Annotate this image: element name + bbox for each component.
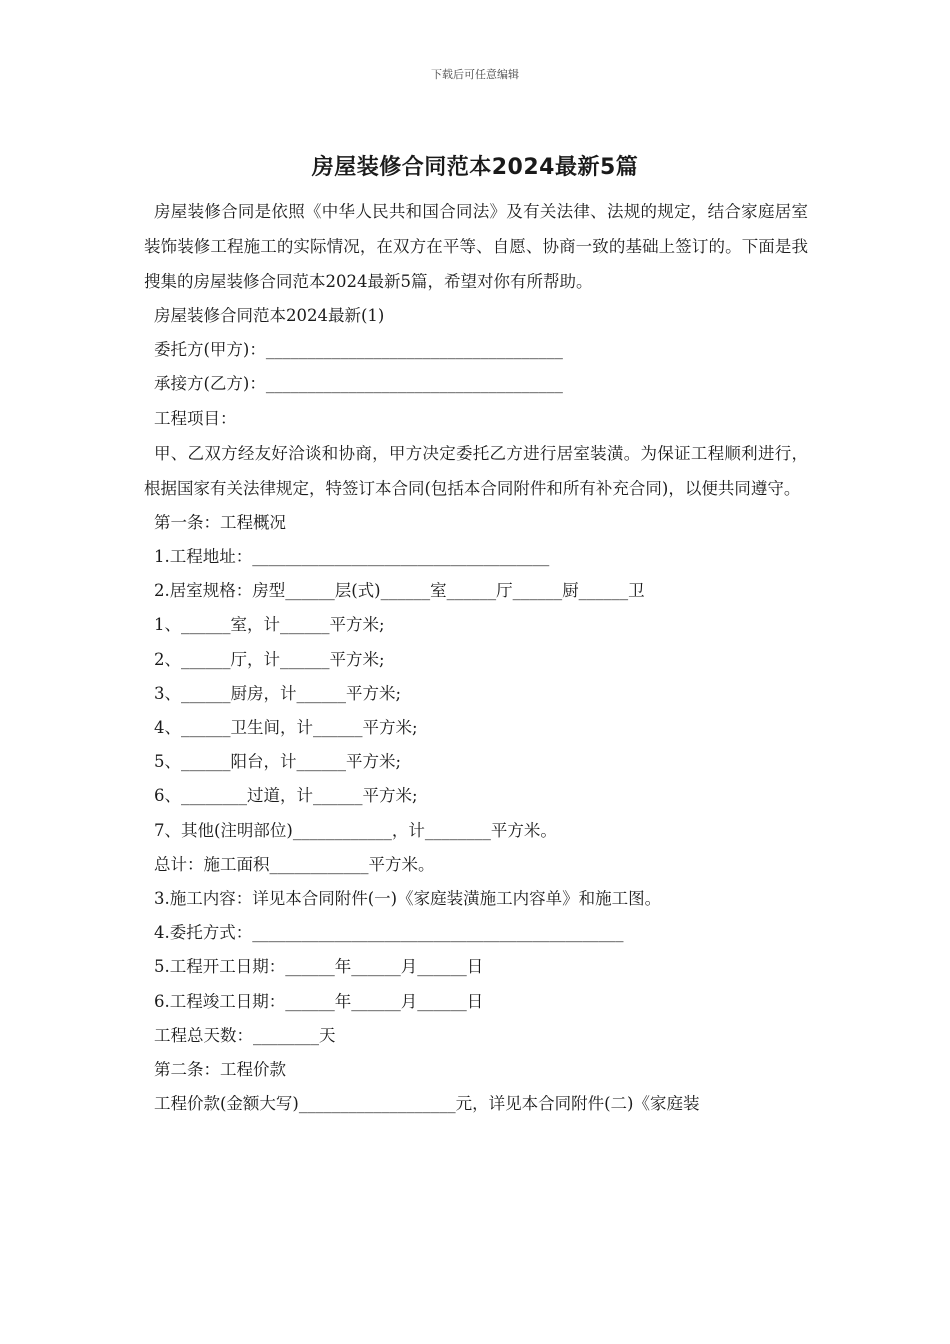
start-date-field: 5.工程开工日期：______年______月______日 <box>154 957 484 977</box>
room-item: 3、______厨房，计______平方米; <box>154 683 402 703</box>
room-item: 6、________过道，计______平方米; <box>154 786 418 806</box>
article-1-heading: 第一条：工程概况 <box>154 512 286 532</box>
party-a-field: 委托方(甲方)：____________________________________ <box>154 340 563 360</box>
room-item: 7、其他(注明部位)____________，计________平方米。 <box>154 820 557 840</box>
project-field: 工程项目： <box>154 408 237 428</box>
room-item: 2、______厅，计______平方米; <box>154 649 385 669</box>
total-area-field: 总计：施工面积____________平方米。 <box>154 854 435 874</box>
intro-paragraph: 房屋装修合同是依照《中华人民共和国合同法》及有关法律、法规的规定，结合家庭居室装饰装修工程施工的实际情况，在双方在平等、自愿、协商一致的基础上签订的。下面是我搜集的房屋装修合同范本2024最新5篇，希望对你有所帮助。 <box>144 202 808 291</box>
room-item: 4、______卫生间，计______平方米; <box>154 718 418 738</box>
end-date-field: 6.工程竣工日期：______年______月______日 <box>154 991 484 1011</box>
price-field: 工程价款(金额大写)___________________元，详见本合同附件(二)《家庭装 <box>154 1094 700 1114</box>
commission-method-field: 4.委托方式：_____________________________________________ <box>154 923 624 943</box>
room-spec-field: 2.居室规格：房型______层(式)______室______厅______厨______卫 <box>154 581 645 601</box>
article-2-heading: 第二条：工程价款 <box>154 1060 286 1080</box>
address-field: 1.工程地址：____________________________________ <box>154 547 550 567</box>
room-item: 1、______室，计______平方米; <box>154 615 385 635</box>
room-item: 5、______阳台，计______平方米; <box>154 752 402 772</box>
party-b-field: 承接方(乙方)：____________________________________ <box>154 374 563 394</box>
header-note: 下载后可任意编辑 <box>431 68 519 81</box>
contract-subtitle: 房屋装修合同范本2024最新(1) <box>154 306 385 325</box>
document-title: 房屋装修合同范本2024最新5篇 <box>311 155 639 180</box>
preamble-paragraph: 甲、乙双方经友好洽谈和协商，甲方决定委托乙方进行居室装潢。为保证工程顺利进行，根据国家有关法律规定，特签订本合同(包括本合同附件和所有补充合同)，以便共同遵守。 <box>144 443 808 498</box>
construction-content: 3.施工内容：详见本合同附件(一)《家庭装潢施工内容单》和施工图。 <box>154 889 662 909</box>
total-days-field: 工程总天数：________天 <box>154 1025 336 1045</box>
document-body <box>144 194 808 1121</box>
